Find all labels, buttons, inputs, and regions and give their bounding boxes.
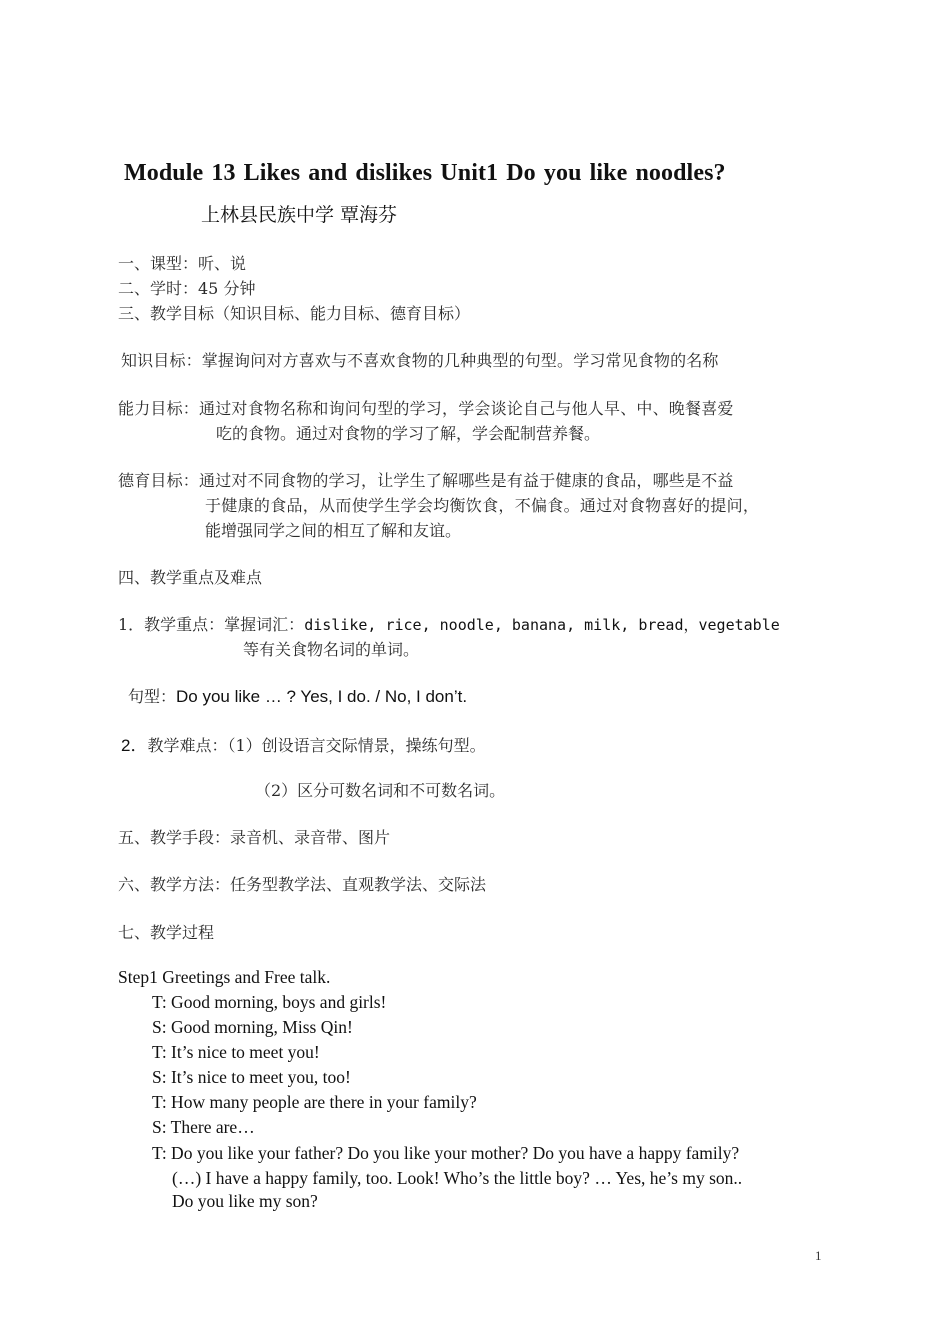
dialogue-line: T: It’s nice to meet you! — [152, 1042, 320, 1062]
focus-label: 1．教学重点：掌握词汇： — [118, 615, 305, 634]
ability-goal-line2: 吃的食物。通过对食物的学习了解，学会配制营养餐。 — [216, 424, 601, 443]
dialogue-long-line1: T: Do you like your father? Do you like your mother? Do you have a happy family? — [152, 1143, 740, 1163]
dialogue-line: S: There are… — [152, 1117, 255, 1137]
teaching-means: 五、教学手段：录音机、录音带、图片 — [118, 828, 391, 847]
difficulty-number: 2． — [121, 736, 148, 755]
document-title: Module 13 Likes and dislikes Unit1 Do you like noodles? — [124, 160, 726, 186]
teaching-methods: 六、教学方法：任务型教学法、直观教学法、交际法 — [118, 875, 487, 894]
moral-goal-line2: 于健康的食品，从而使学生学会均衡饮食，不偏食。通过对食物喜好的提问， — [205, 496, 760, 515]
pattern-text: Do you like … ? Yes, I do. / No, I don’t. — [176, 687, 468, 706]
dialogue-line: S: It’s nice to meet you, too! — [152, 1067, 351, 1087]
ability-goal-line1: 能力目标：通过对食物名称和询问句型的学习，学会谈论自己与他人早、中、晚餐喜爱 — [118, 399, 734, 418]
author-line: 上林县民族中学 覃海芬 — [201, 204, 398, 226]
difficulty-text: 教学难点：（1）创设语言交际情景，操练句型。 — [147, 736, 486, 755]
process-heading: 七、教学过程 — [118, 923, 215, 942]
moral-goal-line1: 德育目标：通过对不同食物的学习，让学生了解哪些是有益于健康的食品，哪些是不益 — [118, 471, 734, 490]
dialogue-long-line3: Do you like my son? — [172, 1191, 318, 1211]
step1-heading: Step1 Greetings and Free talk. — [118, 967, 331, 987]
dialogue-line: T: How many people are there in your family? — [152, 1092, 477, 1112]
goals-heading: 三、教学目标（知识目标、能力目标、德育目标） — [118, 304, 471, 323]
focus-line — [118, 612, 780, 635]
dialogue-line: S: Good morning, Miss Qin! — [152, 1017, 353, 1037]
pattern-line — [128, 684, 467, 707]
dialogue-line: T: Good morning, boys and girls! — [152, 992, 387, 1012]
class-hours: 二、学时：45 分钟 — [118, 279, 256, 298]
difficulty-line1 — [121, 731, 486, 756]
moral-goal-line3: 能增强同学之间的相互了解和友谊。 — [205, 521, 462, 540]
page-number: 1 — [815, 1248, 822, 1263]
difficulty-line2: （2）区分可数名词和不可数名词。 — [255, 781, 506, 800]
focus-line2: 等有关食物名词的单词。 — [243, 640, 420, 659]
focus-words: dislike, rice, noodle, banana, milk, bread，vegetable — [304, 616, 780, 634]
knowledge-goal: 知识目标：掌握询问对方喜欢与不喜欢食物的几种典型的句型。学习常见食物的名称 — [121, 351, 719, 370]
dialogue-long-line2: (…) I have a happy family, too. Look! Who’s the little boy? … Yes, he’s my son.. — [172, 1168, 743, 1188]
course-type: 一、课型：听、说 — [118, 254, 247, 273]
pattern-label: 句型： — [128, 687, 177, 706]
key-points-heading: 四、教学重点及难点 — [118, 568, 263, 587]
